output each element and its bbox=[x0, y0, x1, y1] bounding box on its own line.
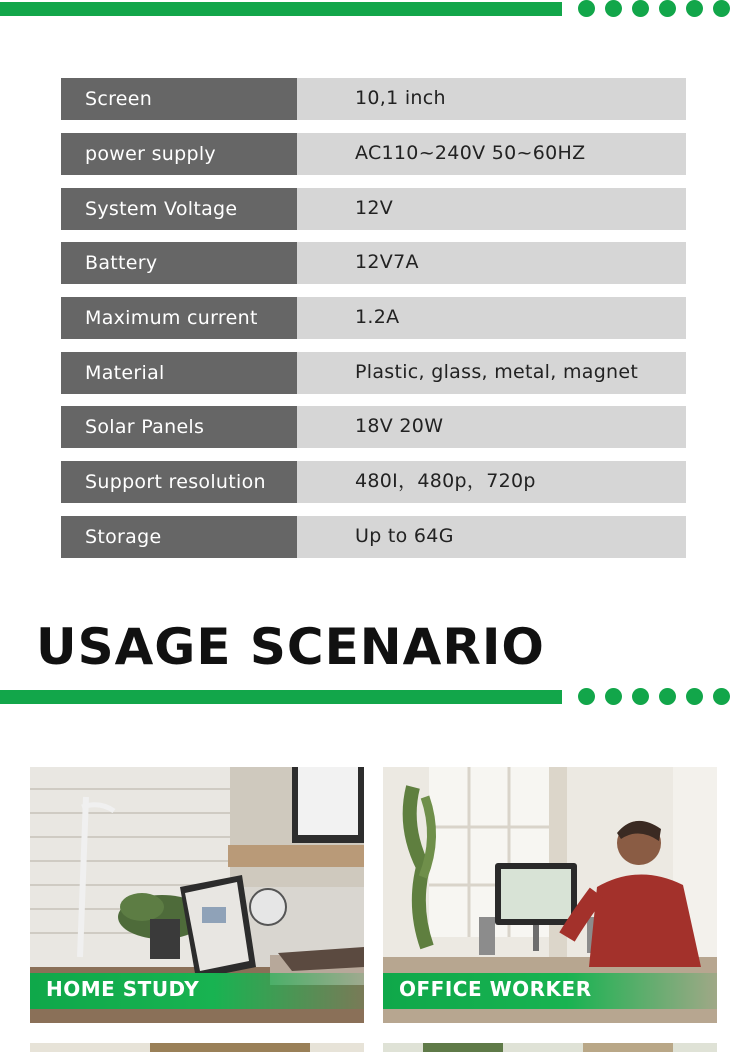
usage-scenario-title: USAGE SCENARIO bbox=[36, 618, 545, 676]
spec-value: 480I，480p，720p bbox=[297, 461, 686, 503]
spec-label: Screen bbox=[61, 78, 297, 120]
divider-dot bbox=[605, 0, 622, 17]
spec-row-screen bbox=[61, 78, 686, 120]
spec-label: System Voltage bbox=[61, 188, 297, 230]
spec-row-solar-panels bbox=[61, 406, 686, 448]
spec-value: Up to 64G bbox=[297, 516, 686, 558]
divider-dot bbox=[713, 688, 730, 705]
home-study-photo bbox=[30, 767, 364, 1023]
divider-dot bbox=[632, 688, 649, 705]
spec-row-support-resolution bbox=[61, 461, 686, 503]
divider-dot bbox=[686, 0, 703, 17]
spec-label: Battery bbox=[61, 242, 297, 284]
next-photo-strip bbox=[30, 1040, 364, 1052]
spec-label: Material bbox=[61, 352, 297, 394]
divider-dot bbox=[605, 688, 622, 705]
spec-label: Support resolution bbox=[61, 461, 297, 503]
divider-dot bbox=[713, 0, 730, 17]
spec-value: AC110~240V 50~60HZ bbox=[297, 133, 686, 175]
spec-value: 1.2A bbox=[297, 297, 686, 339]
spec-row-storage bbox=[61, 516, 686, 558]
divider-dot bbox=[632, 0, 649, 17]
spec-row-power-supply bbox=[61, 133, 686, 175]
office-worker-photo bbox=[383, 767, 717, 1023]
section-divider-dots bbox=[578, 688, 730, 705]
divider-dot bbox=[686, 688, 703, 705]
divider-dot bbox=[578, 688, 595, 705]
spec-label: Storage bbox=[61, 516, 297, 558]
next-photo-strip bbox=[383, 1040, 717, 1052]
spec-label: Solar Panels bbox=[61, 406, 297, 448]
spec-label: Maximum current bbox=[61, 297, 297, 339]
spec-value: 10,1 inch bbox=[297, 78, 686, 120]
office-worker-caption: OFFICE WORKER bbox=[399, 977, 592, 1001]
home-study-caption: HOME STUDY bbox=[46, 977, 200, 1001]
caption-band bbox=[383, 973, 717, 1009]
spec-row-system-voltage bbox=[61, 188, 686, 230]
spec-row-battery bbox=[61, 242, 686, 284]
top-divider-dots bbox=[578, 0, 730, 17]
spec-row-maximum-current bbox=[61, 297, 686, 339]
divider-dot bbox=[578, 0, 595, 17]
divider-dot bbox=[659, 0, 676, 17]
spec-value: 12V bbox=[297, 188, 686, 230]
divider-dot bbox=[659, 688, 676, 705]
caption-band bbox=[30, 973, 364, 1009]
spec-label: power supply bbox=[61, 133, 297, 175]
top-divider-bar bbox=[0, 2, 562, 16]
spec-value: 18V 20W bbox=[297, 406, 686, 448]
section-divider-bar bbox=[0, 690, 562, 704]
spec-row-material bbox=[61, 352, 686, 394]
spec-value: Plastic, glass, metal, magnet bbox=[297, 352, 686, 394]
spec-value: 12V7A bbox=[297, 242, 686, 284]
